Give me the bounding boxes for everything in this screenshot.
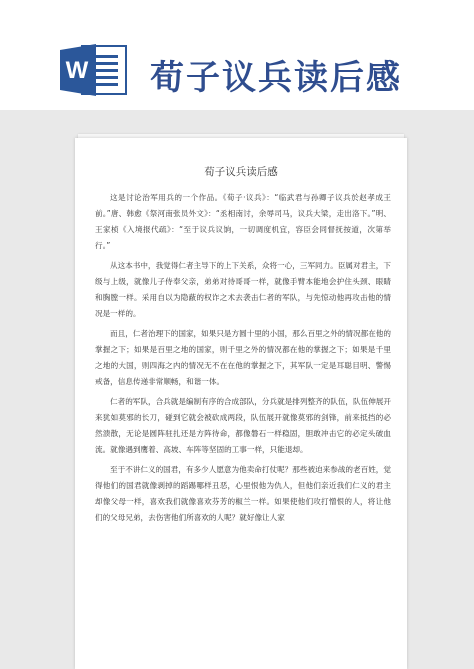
page-title: 荀子议兵读后感 xyxy=(204,166,278,178)
paragraph-5: 至于不讲仁义的国君，有多少人愿意为他卖命打仗呢？那些被迫来参战的老百姓，觉得他们的国君就像剥掉的蹈踢哪样丑恶，心里恨他为仇人，但他们亲近我们仁义的君主却像父母一样，喜欢我们就像喜欢芬芳的椒兰一样。如果使他们攻打憎恨的人，将让他们的父母兄弟，去伤害他们所喜欢的人呢？就好像让人家 xyxy=(95,465,391,522)
word-icon-letter: W xyxy=(65,57,89,84)
page-body xyxy=(95,190,391,530)
header-banner xyxy=(0,0,474,118)
word-document-icon xyxy=(60,42,130,98)
banner-title: 荀子议兵读后感 xyxy=(150,58,402,98)
paragraph-1: 这是讨论治军用兵的一个作品。《荀子·议兵》：“临武君与孙卿子议兵於赵孝成王前。”唐、韩愈《祭河南张员外文》：“丞相南讨，余辱司马，议兵大梁，走出洛下。”明、王家桢《入境报代疏》：“至于议兵议饷，一切调度机宜，容臣会同督抚按道，次第举行。” xyxy=(95,193,391,250)
paragraph-4: 仁者的军队，合兵就是编制有序的合成部队，分兵就是排列整齐的队伍，队伍伸展开来犹如莫邪的长刀，碰到它就会被砍成两段，队伍展开就像莫邪的剑锋，前来抵挡的必然溃散，无论是圆阵驻扎还是方阵待命，都像磐石一样稳固，胆敢冲击它的必定头破血流。就像遇到鹰着、高坡、车阵等坚固的工事一样，只能退却。 xyxy=(95,397,391,454)
paragraph-3: 而且，仁者治理下的国家，如果只是方圆十里的小国，那么百里之外的情况都在他的掌握之下；如果是百里之地的国家，则千里之外的情况都在他的掌握之下；如果是千里之地的大国，则四海之内的情况无不在在他的掌握之下，其军队一定是耳聪目明、警惕戒备，信息传递非常顺畅，和谐一体。 xyxy=(95,329,391,386)
document-page xyxy=(75,138,407,669)
paragraph-2: 从这本书中，我觉得仁者主导下的上下关系，众将一心，三军同力。臣属对君主，下级与上级，就像儿子侍奉父亲，弟弟对待哥哥一样，就像手臂本能地会护住头颈、眼睛和胸膛一样。采用自以为隐蔽的权诈之术去袭击仁者的军队，与先惊动他再攻击他的情况是一样的。 xyxy=(95,261,391,318)
